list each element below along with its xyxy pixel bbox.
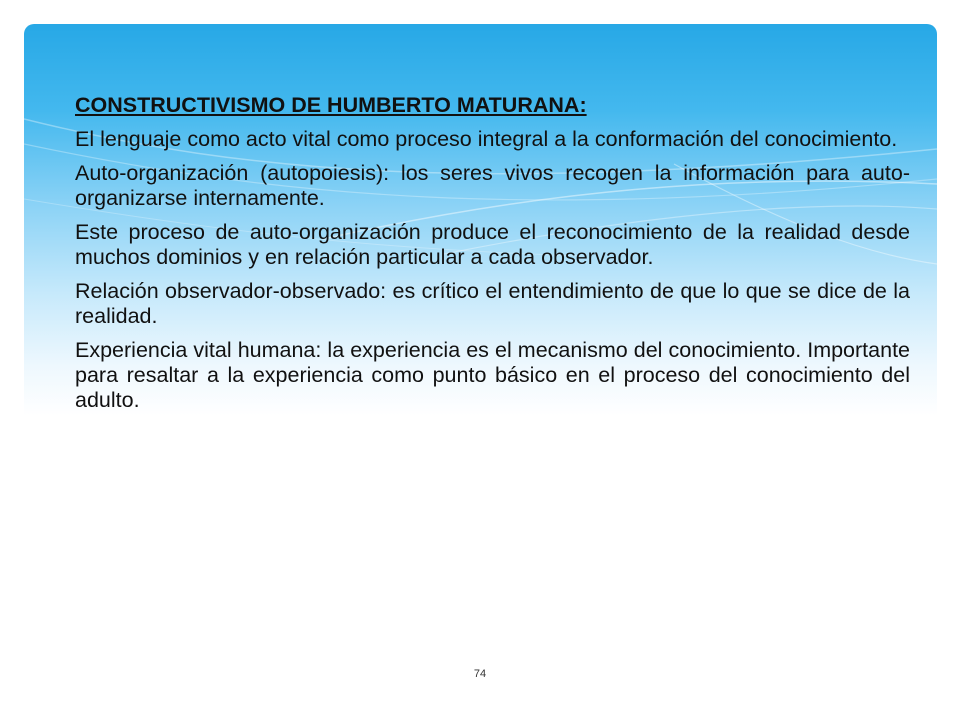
slide-content <box>75 93 910 422</box>
paragraph-experiencia-vital: Experiencia vital humana: la experiencia es el mecanismo del conocimiento. Importante para resaltar a la experiencia como punto básico en el proceso del conocimiento del adulto. <box>75 338 910 412</box>
paragraph-relacion-observador: Relación observador-observado: es crítico el entendimiento de que lo que se dice de la realidad. <box>75 279 910 328</box>
slide-heading: CONSTRUCTIVISMO DE HUMBERTO MATURANA: <box>75 93 587 117</box>
paragraph-auto-organizacion: Auto-organización (autopoiesis): los seres vivos recogen la información para auto-organizarse internamente. <box>75 161 910 210</box>
paragraph-lenguaje: El lenguaje como acto vital como proceso integral a la conformación del conocimiento. <box>75 127 898 151</box>
paragraph-proceso: Este proceso de auto-organización produce el reconocimiento de la realidad desde muchos dominios y en relación particular a cada observador. <box>75 220 910 269</box>
page-number: 74 <box>473 668 487 680</box>
